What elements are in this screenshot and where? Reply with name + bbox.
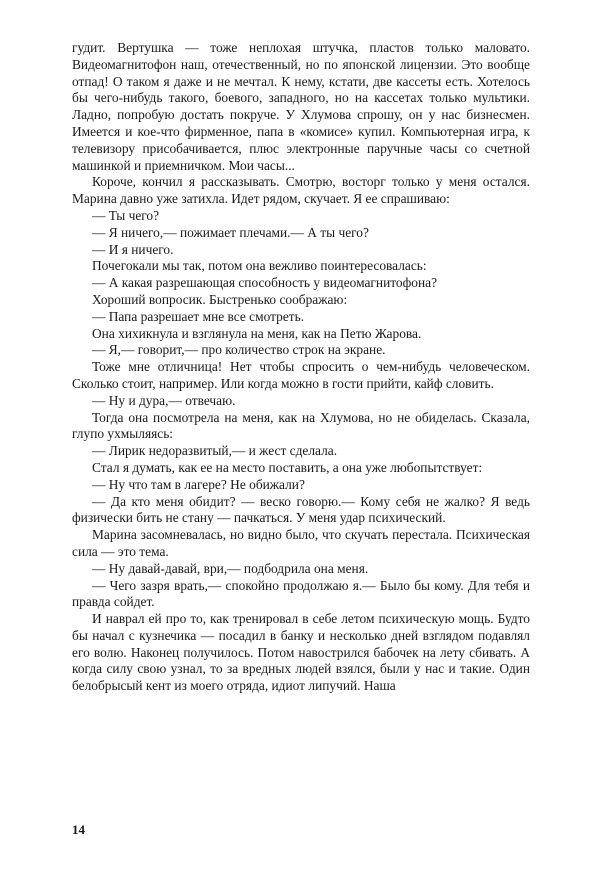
paragraph-5: — И я ничего.	[92, 241, 174, 257]
paragraph-10: Она хихикнула и взглянула на меня, как на Петю Жарова.	[92, 325, 422, 341]
paragraph-7: — А какая разрешающая способность у видеомагнитофона?	[92, 275, 438, 291]
paragraph-6: Почегокали мы так, потом она вежливо поинтересовалась:	[92, 258, 427, 274]
paragraph-16: Стал я думать, как ее на место поставить, а она уже любопытствует:	[92, 459, 483, 475]
paragraph-4: — Я ничего,— пожимает плечами.— А ты чего?	[92, 224, 369, 240]
paragraph-14: Тогда она посмотрела на меня, как на Хлумова, но не обиделась. Сказала, глупо ухмыляясь:	[72, 409, 530, 442]
paragraph-17: — Ну что там в лагере? Не обижали?	[92, 476, 305, 492]
paragraph-22: И наврал ей про то, как тренировал в себе летом психическую мощь. Будто бы начал с кузнечика — посадил в банку и несколько дней взглядом подавлял его волю. Наконец получилось. Потом навострился бабочек на лету сбивать. А когда силу свою узнал, то за вредных людей взялся, были у нас и такие. Один белобрысый кент из моего отряда, идиот липучий. Наша	[72, 611, 530, 694]
paragraph-18: — Да кто меня обидит? — веско говорю.— Кому себя не жалко? Я ведь физически бить не стану — пачкаться. У меня удар психический.	[72, 493, 530, 526]
paragraph-3: — Ты чего?	[92, 207, 160, 223]
paragraph-19: Марина засомневалась, но видно было, что скучать перестала. Психическая сила — это тема.	[72, 527, 530, 559]
paragraph-11: — Я,— говорит,— про количество строк на экране.	[92, 342, 386, 358]
paragraph-8: Хороший вопросик. Быстренько соображаю:	[92, 291, 348, 307]
paragraph-2: Короче, кончил я рассказывать. Смотрю, восторг только у меня остался. Марина давно уже затихла. Идет рядом, скучает. Я ее спрашиваю:	[72, 174, 530, 207]
paragraph-20: — Ну давай-давай, ври,— подбодрила она меня.	[92, 560, 369, 576]
paragraph-15: — Лирик недоразвитый,— и жест сделала.	[92, 443, 338, 459]
paragraph-13: — Ну и дура,— отвечаю.	[92, 392, 236, 408]
paragraph-9: — Папа разрешает мне все смотреть.	[92, 308, 305, 324]
paragraph-1: гудит. Вертушка — тоже неплохая штучка, пластов только маловато. Видеомагнитофон наш, отечественный, но по японской лицензии. Это вообще отпад! О таком я даже и не мечтал. К нему, кстати, две кассеты есть. Хотелось бы чего-нибудь такого, боевого, западного, но на кассетах только мультики. Ладно, попробую достать покруче. У Хлумова спрошу, он у нас бизнесмен. Имеется и кое-что фирменное, папа в «комисе» купил. Компьютерная игра, к телевизору присобачивается, плюс электронные паручные часы со счетной машинкой и приемничком. Мои часы...	[72, 40, 530, 173]
paragraph-21: — Чего зазря врать,— спокойно продолжаю я.— Было бы кому. Для тебя и правда сойдет.	[72, 577, 530, 610]
paragraph-12: Тоже мне отличница! Нет чтобы спросить о чем-нибудь человеческом. Сколько стоит, например. Или когда можно в гости прийти, кайф словить.	[72, 359, 530, 391]
page-number: 14	[72, 822, 85, 837]
page-body	[72, 40, 530, 695]
